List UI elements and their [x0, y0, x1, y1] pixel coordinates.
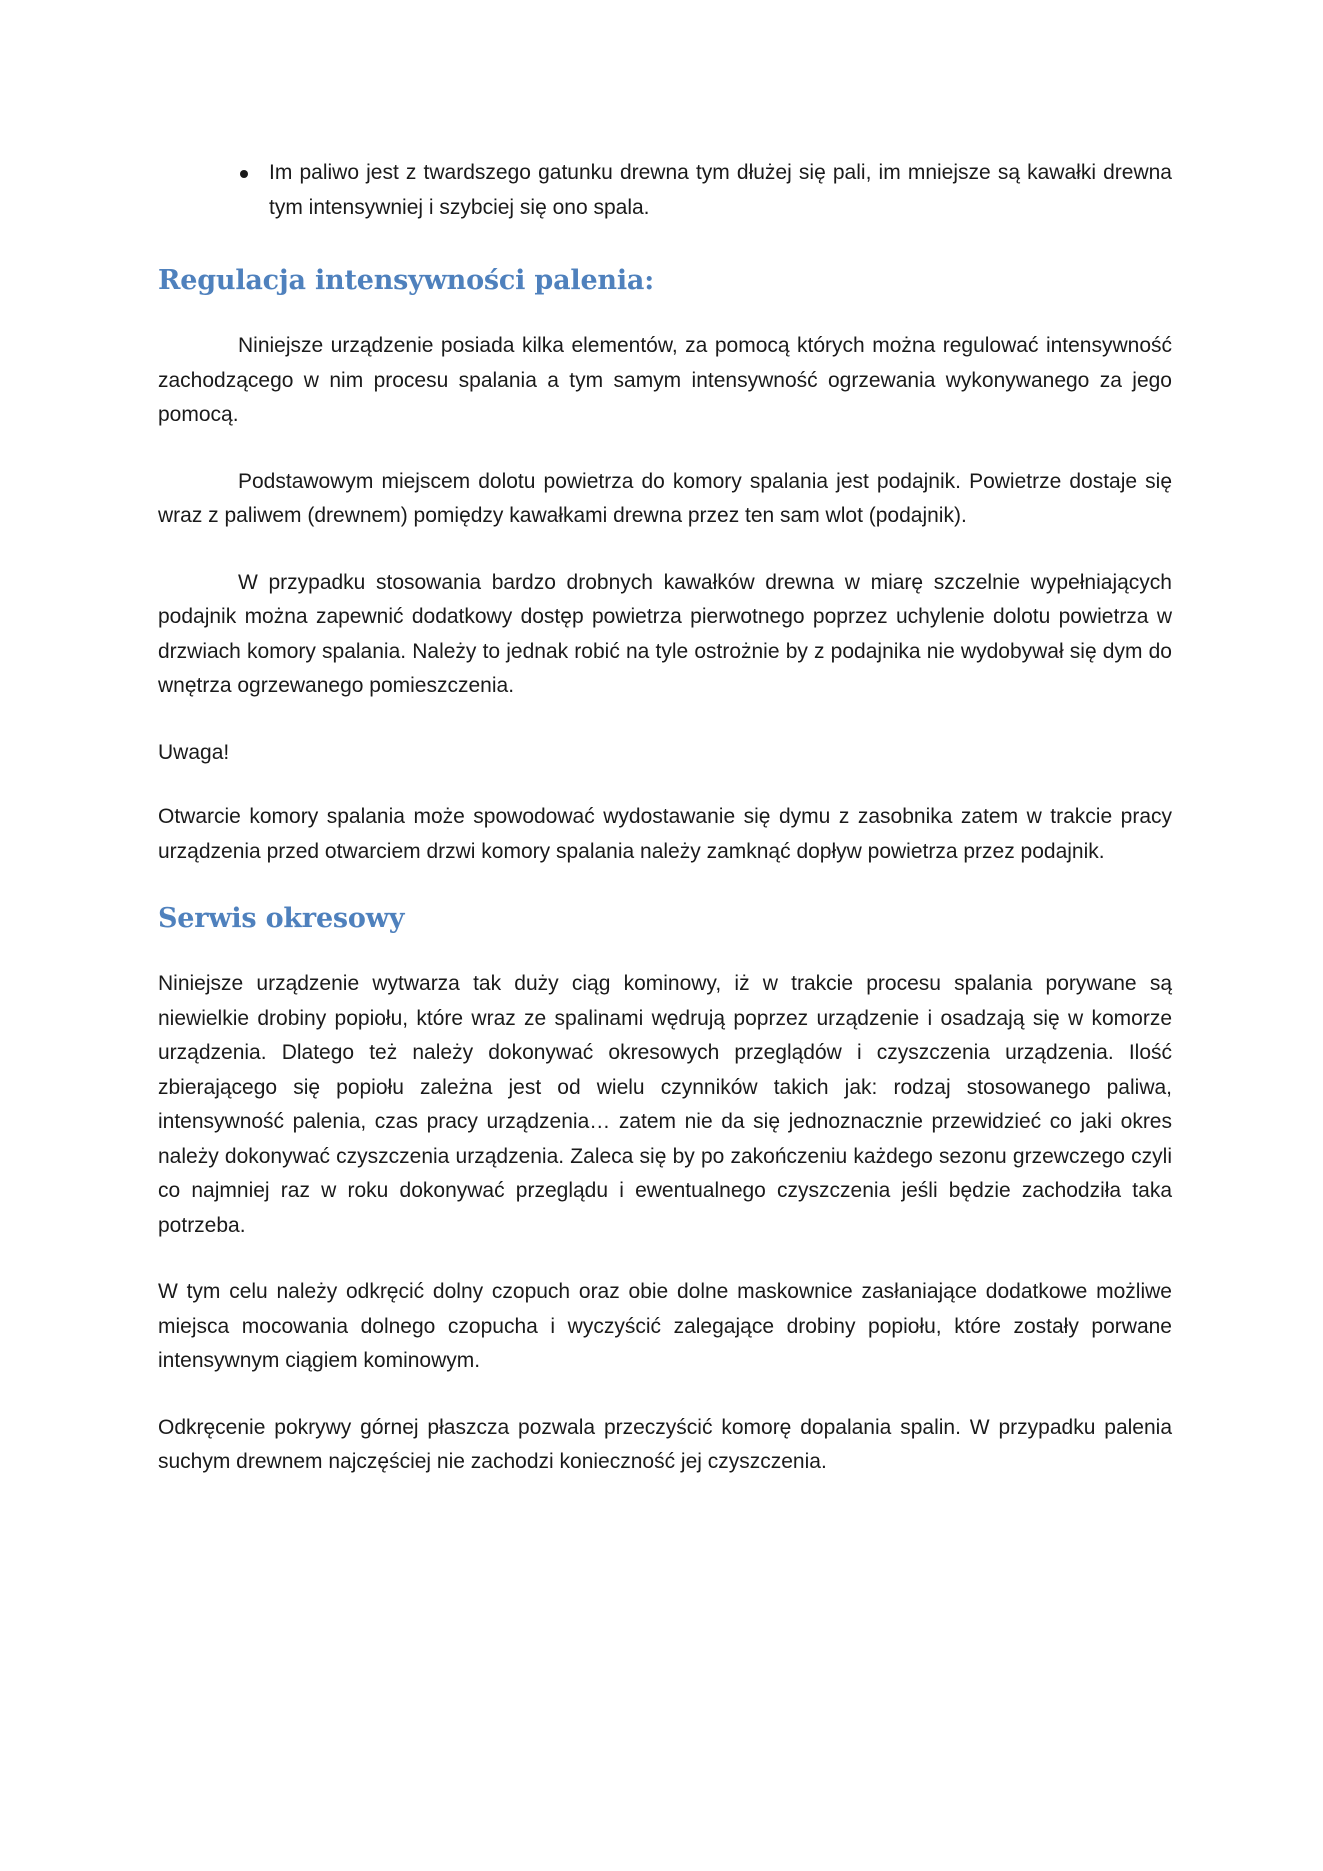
bullet-list-item	[158, 155, 1172, 225]
section-heading-regulation: Regulacja intensywności palenia:	[158, 265, 654, 296]
warning-label: Uwaga!	[158, 740, 230, 764]
paragraph-service-intro: Niniejsze urządzenie wytwarza tak duży ciąg kominowy, iż w trakcie procesu spalania porywane są niewielkie drobiny popiołu, które wraz ze spalinami wędrują poprzez urządzenie i osadzają się w komorze urządzenia. Dlatego też należy dokonywać okresowych przeglądów i czyszczenia urządzenia. Ilość zbierającego się popiołu zależna jest od wielu czynników takich jak: rodzaj stosowanego paliwa, intensywność palenia, czas pracy urządzenia… zatem nie da się jednoznacznie przewidzieć co jaki okres należy dokonywać czyszczenia urządzenia. Zaleca się by po zakończeniu każdego sezonu grzewczego czyli co najmniej raz w roku dokonywać przeglądu i ewentualnego czyszczenia jeśli będzie zachodziła taka potrzeba.	[158, 972, 1172, 1237]
paragraph-afterburner-cleaning: Odkręcenie pokrywy górnej płaszcza pozwala przeczyścić komorę dopalania spalin. W przypadku palenia suchym drewnem najczęściej nie zachodzi konieczność jej czyszczenia.	[158, 1415, 1172, 1473]
warning-text: Otwarcie komory spalania może spowodować wydostawanie się dymu z zasobnika zatem w trakcie pracy urządzenia przed otwarciem drzwi komory spalania należy zamknąć dopływ powietrza przez podajnik.	[158, 805, 1172, 863]
section-heading-service: Serwis okresowy	[158, 903, 405, 934]
bullet-text: Im paliwo jest z twardszego gatunku drewna tym dłużej się pali, im mniejsze są kawałki drewna tym intensywniej i szybciej się ono spala.	[269, 161, 1172, 219]
paragraph-fine-wood: W przypadku stosowania bardzo drobnych kawałków drewna w miarę szczelnie wypełniających podajnik można zapewnić dodatkowy dostęp powietrza pierwotnego poprzez uchylenie dolotu powietrza w drzwiach komory spalania. Należy to jednak robić na tyle ostrożnie by z podajnika nie wydobywał się dym do wnętrza ogrzewanego pomieszczenia.	[158, 570, 1172, 697]
document-page	[158, 155, 1172, 1512]
paragraph-flue-cleaning: W tym celu należy odkręcić dolny czopuch oraz obie dolne maskownice zasłaniające dodatkowe możliwe miejsca mocowania dolnego czopucha i wyczyścić zalegające drobiny popiołu, które zostały porwane intensywnym ciągiem kominowym.	[158, 1280, 1172, 1372]
paragraph-regulation-intro: Niniejsze urządzenie posiada kilka elementów, za pomocą których można regulować intensywność zachodzącego w nim procesu spalania a tym samym intensywność ogrzewania wykonywanego za jego pomocą.	[158, 334, 1172, 426]
bullet-icon	[240, 170, 248, 178]
paragraph-air-inlet: Podstawowym miejscem dolotu powietrza do komory spalania jest podajnik. Powietrze dostaje się wraz z paliwem (drewnem) pomiędzy kawałkami drewna przez ten sam wlot (podajnik).	[158, 469, 1172, 527]
